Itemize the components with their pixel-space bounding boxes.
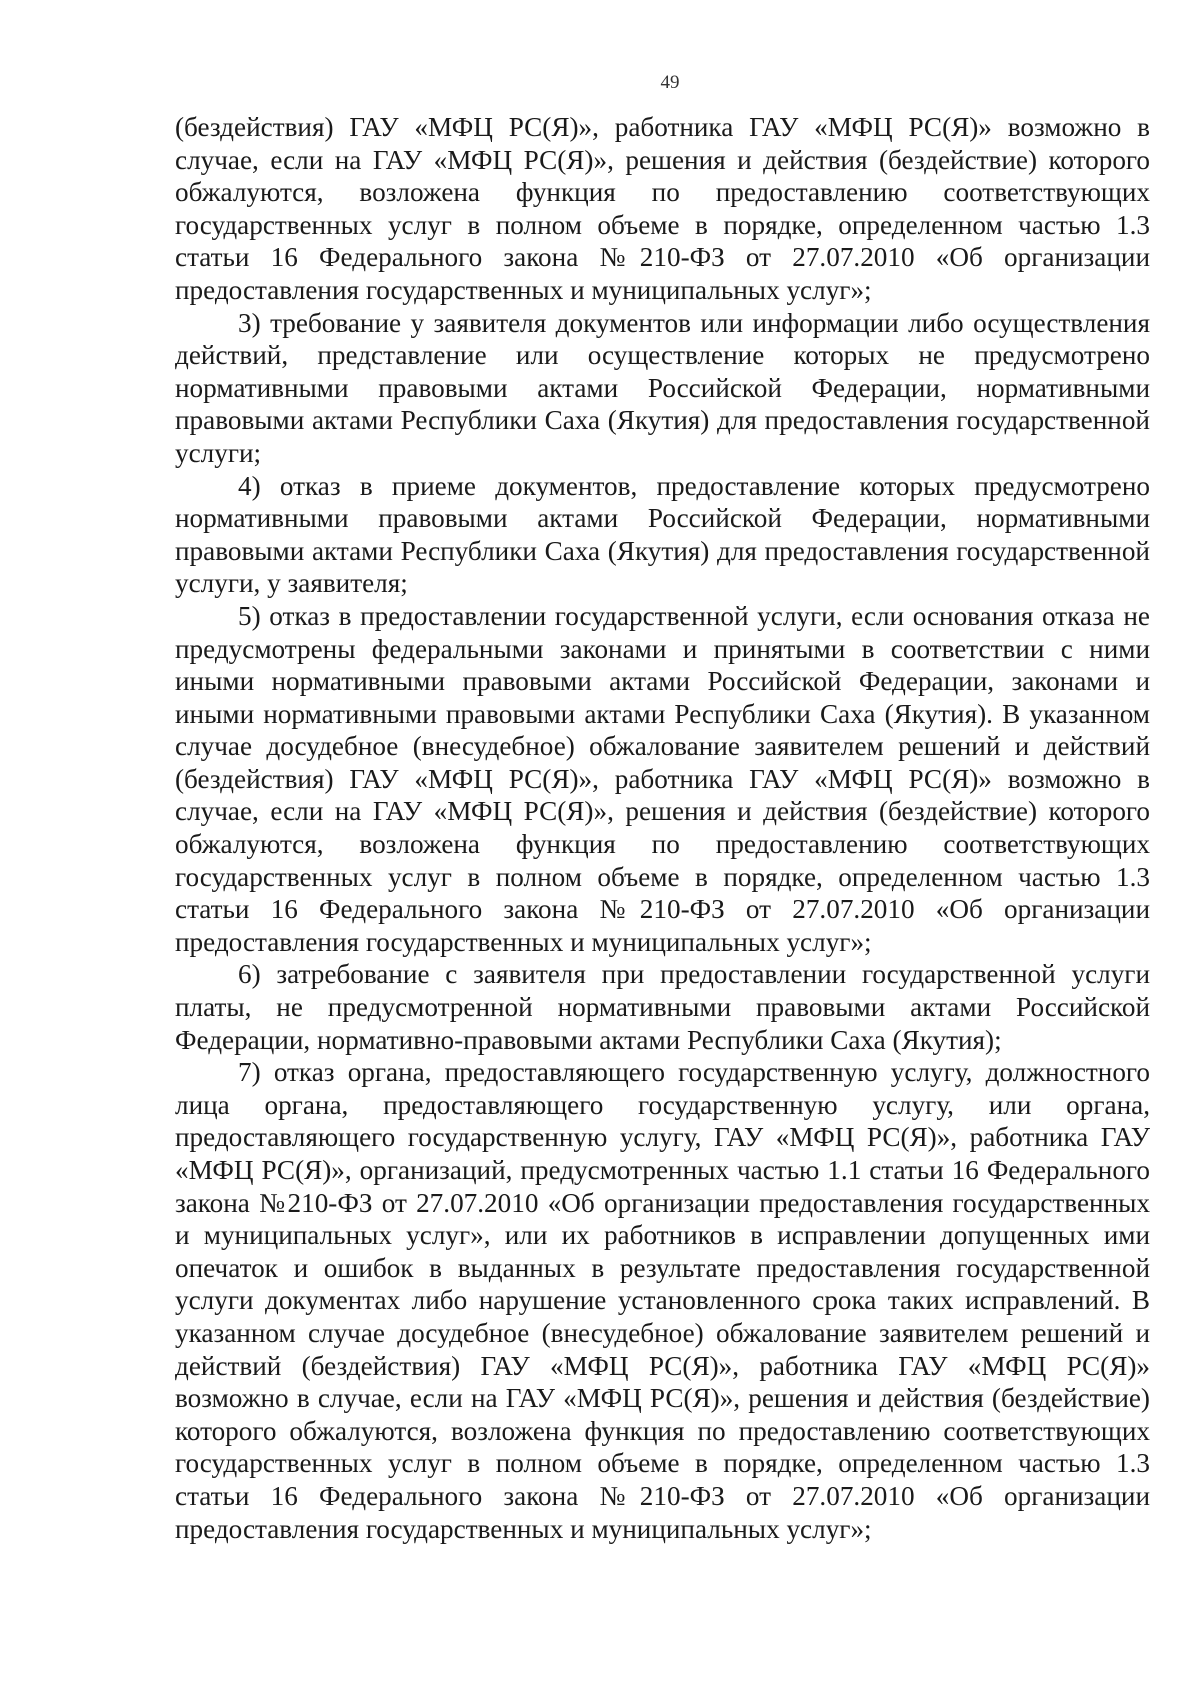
paragraph-item-3: 3) требование у заявителя документов или информации либо осуществления действий, представление или осуществление которых не предусмотрено нормативными правовыми актами Российской Федерации, нормативными правовыми актами Республики Саха (Якутия) для предоставления государственной услуги; — [175, 307, 1150, 468]
paragraph-item-4: 4) отказ в приеме документов, предоставление которых предусмотрено нормативными правовыми актами Российской Федерации, нормативными правовыми актами Республики Саха (Якутия) для предоставления государственной услуги, у заявителя; — [175, 470, 1150, 599]
document-body — [175, 111, 1150, 1545]
paragraph-item-7: 7) отказ органа, предоставляющего государственную услугу, должностного лица органа, предоставляющего государственную услугу, или органа, предоставляющего государственную услугу, ГАУ «МФЦ РС(Я)», работника ГАУ «МФЦ РС(Я)», организаций, предусмотренных частью 1.1 статьи 16 Федерального закона №210-ФЗ от 27.07.2010 «Об организации предоставления государственных и муниципальных услуг», или их работников в исправлении допущенных ими опечаток и ошибок в выданных в результате предоставления государственной услуги документах либо нарушение установленного срока таких исправлений. В указанном случае досудебное (внесудебное) обжалование заявителем решений и действий (бездействия) ГАУ «МФЦ РС(Я)», работника ГАУ «МФЦ РС(Я)» возможно в случае, если на ГАУ «МФЦ РС(Я)», решения и действия (бездействие) которого обжалуются, возложена функция по предоставлению соответствующих государственных услуг в полном объеме в порядке, определенном частью 1.3 статьи 16 Федерального закона №210-ФЗ от 27.07.2010 «Об организации предоставления государственных и муниципальных услуг»; — [175, 1057, 1150, 1544]
page-number: 49 — [660, 72, 680, 93]
paragraph-continuation: (бездействия) ГАУ «МФЦ РС(Я)», работника ГАУ «МФЦ РС(Я)» возможно в случае, если на ГАУ «МФЦ РС(Я)», решения и действия (бездействие) которого обжалуются, возложена функция по предоставлению соответствующих государственных услуг в полном объеме в порядке, определенном частью 1.3 статьи 16 Федерального закона №210-ФЗ от 27.07.2010 «Об организации предоставления государственных и муниципальных услуг»; — [175, 112, 1150, 305]
paragraph-item-6: 6) затребование с заявителя при предоставлении государственной услуги платы, не предусмотренной нормативными правовыми актами Российской Федерации, нормативно-правовыми актами Республики Саха (Якутия); — [175, 959, 1150, 1055]
paragraph-item-5: 5) отказ в предоставлении государственной услуги, если основания отказа не предусмотрены федеральными законами и принятыми в соответствии с ними иными нормативными правовыми актами Российской Федерации, законами и иными нормативными правовыми актами Республики Саха (Якутия). В указанном случае досудебное (внесудебное) обжалование заявителем решений и действий (бездействия) ГАУ «МФЦ РС(Я)», работника ГАУ «МФЦ РС(Я)» возможно в случае, если на ГАУ «МФЦ РС(Я)», решения и действия (бездействие) которого обжалуются, возложена функция по предоставлению соответствующих государственных услуг в полном объеме в порядке, определенном частью 1.3 статьи 16 Федерального закона №210-ФЗ от 27.07.2010 «Об организации предоставления государственных и муниципальных услуг»; — [175, 600, 1150, 957]
